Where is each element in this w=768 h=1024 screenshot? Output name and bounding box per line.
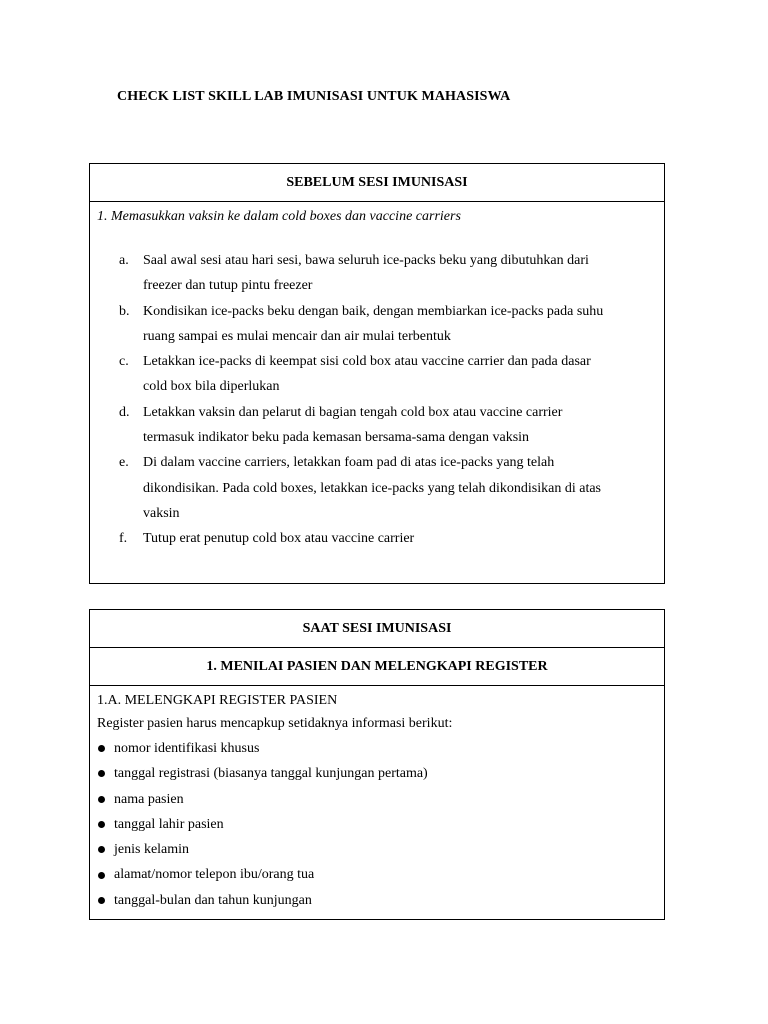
step-text: [143, 450, 659, 526]
step-line: ruang sampai es mulai mencair dan air mulai terbentuk: [143, 328, 451, 344]
register-subtitle: 1.A. MELENGKAPI REGISTER PASIEN: [97, 693, 338, 708]
list-item: [97, 862, 664, 887]
step-letter: b.: [119, 303, 130, 319]
bullet-text: alamat/nomor telepon ibu/orang tua: [114, 867, 315, 883]
register-section: [90, 686, 664, 913]
step-line: Letakkan vaksin dan pelarut di bagian tengah cold box atau vaccine carrier: [143, 404, 563, 420]
step-item: [119, 400, 659, 451]
step-item: [119, 526, 659, 551]
bullet-text: tanggal-bulan dan tahun kunjungan: [114, 892, 312, 908]
step-item: [119, 349, 659, 400]
list-item: [97, 837, 664, 862]
list-item: [97, 888, 664, 913]
bullet-text: nomor identifikasi khusus: [114, 741, 260, 756]
step-line: vaksin: [143, 505, 180, 521]
step-line: Saal awal sesi atau hari sesi, bawa seluruh ice-packs beku yang dibutuhkan dari: [143, 253, 589, 268]
register-bullet-list: [97, 736, 664, 913]
step-text: [143, 299, 659, 350]
list-item: [97, 787, 664, 812]
step-line: freezer dan tutup pintu freezer: [143, 278, 313, 294]
step-line: termasuk indikator beku pada kemasan bersama-sama dengan vaksin: [143, 430, 530, 446]
list-item: [97, 736, 664, 761]
bullet-icon: [98, 821, 105, 828]
step-item: [119, 248, 659, 299]
bullet-icon: [98, 897, 105, 904]
list-item: [97, 761, 664, 786]
bullet-text: jenis kelamin: [114, 842, 190, 858]
step-text: [143, 400, 659, 451]
step-letter: d.: [119, 404, 130, 420]
bullet-icon: [98, 745, 105, 752]
step-text: [143, 349, 659, 400]
bullet-text: tanggal registrasi (biasanya tanggal kunjungan pertama): [114, 766, 428, 782]
step-letter: a.: [119, 253, 129, 268]
bullet-text: nama pasien: [114, 791, 184, 807]
step-line: Letakkan ice-packs di keempat sisi cold box atau vaccine carrier dan pada dasar: [143, 354, 591, 370]
bullet-icon: [98, 770, 105, 777]
list-item: [97, 812, 664, 837]
step-list: [119, 248, 659, 552]
section-before-session: [89, 163, 665, 584]
bullet-icon: [98, 846, 105, 853]
step-text: [143, 248, 659, 299]
register-intro: Register pasien harus mencapkup setidaknya informasi berikut:: [97, 716, 453, 731]
bullet-icon: [98, 872, 105, 879]
step-line: Tutup erat penutup cold box atau vaccine carrier: [143, 531, 415, 547]
section-before-header: SEBELUM SESI IMUNISASI: [90, 164, 664, 202]
bullet-text: tanggal lahir pasien: [114, 816, 224, 832]
step-line: Kondisikan ice-packs beku dengan baik, dengan membiarkan ice-packs pada suhu: [143, 303, 604, 319]
section-during-subheader: 1. MENILAI PASIEN DAN MELENGKAPI REGISTER: [90, 648, 664, 686]
step-item: [119, 299, 659, 350]
document-title: CHECK LIST SKILL LAB IMUNISASI UNTUK MAHASISWA: [117, 89, 511, 104]
step-text: [143, 526, 659, 551]
section-before-intro: 1. Memasukkan vaksin ke dalam cold boxes dan vaccine carriers: [97, 209, 461, 224]
step-line: Di dalam vaccine carriers, letakkan foam pad di atas ice-packs yang telah: [143, 455, 555, 471]
section-during-session: [89, 609, 665, 920]
step-letter: f.: [119, 531, 128, 547]
step-line: dikondisikan. Pada cold boxes, letakkan ice-packs yang telah dikondisikan di atas: [143, 480, 601, 496]
step-item: [119, 450, 659, 526]
step-letter: e.: [119, 455, 129, 471]
section-during-header: SAAT SESI IMUNISASI: [90, 610, 664, 648]
step-line: cold box bila diperlukan: [143, 379, 280, 395]
bullet-icon: [98, 796, 105, 803]
step-letter: c.: [119, 354, 129, 370]
